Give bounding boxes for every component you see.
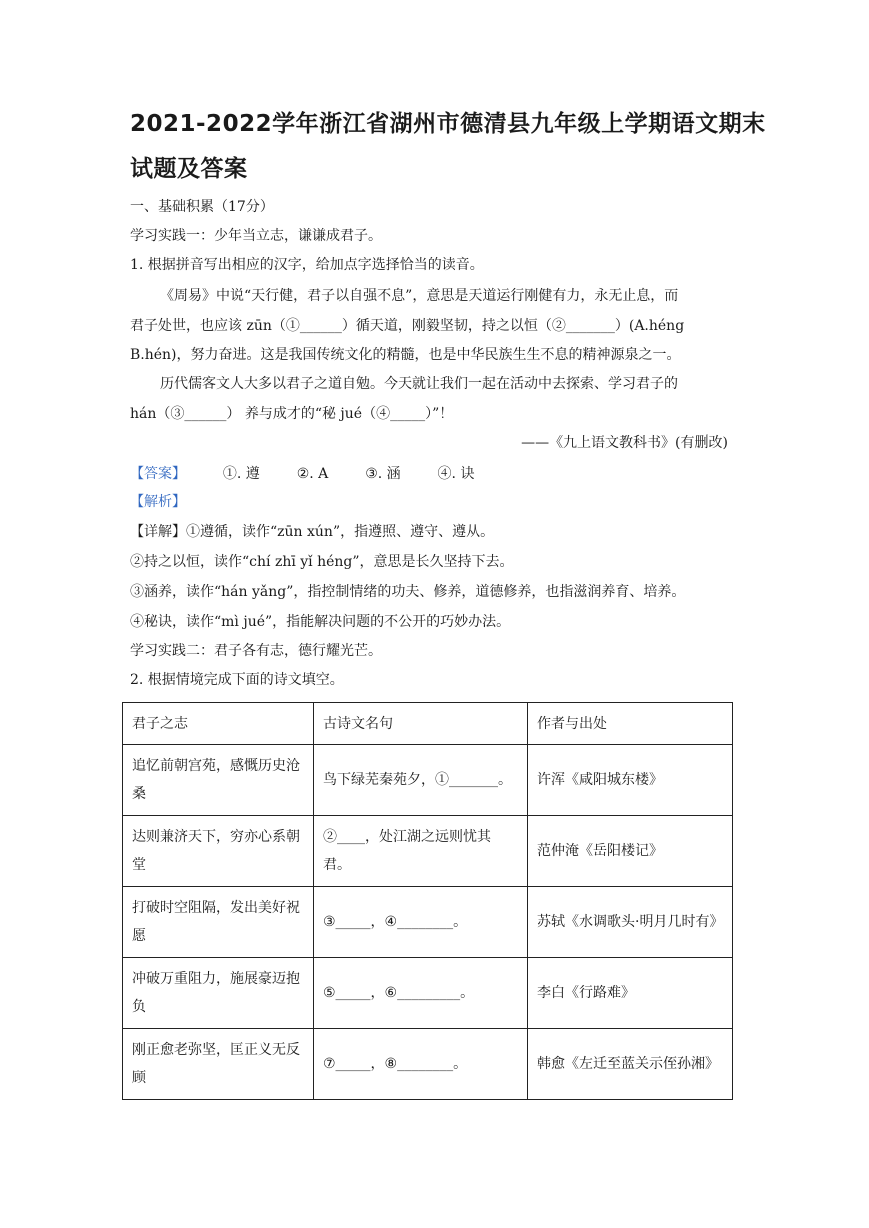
analysis-label: 【解析】 [130,494,186,510]
table-cell: 鸟下绿芜秦苑夕，①_______。 [314,745,528,816]
table-cell: 冲破万重阻力，施展豪迈抱负 [123,958,314,1029]
table-cell: 打破时空阻隔，发出美好祝愿 [123,887,314,958]
answer-row [130,464,474,484]
table-cell: 苏轼《水调歌头·明月几时有》 [528,887,733,958]
table-cell: 刚正愈老弥坚，匡正义无反顾 [123,1029,314,1100]
answer-label: 【答案】 [130,466,186,482]
detail-line: ②持之以恒，读作“chí zhī yǐ héng”，意思是长久坚持下去。 [130,554,514,570]
doc-title-line1: 2021-2022学年浙江省湖州市德清县九年级上学期语文期末 [130,111,766,137]
table-cell: 许浑《咸阳城东楼》 [528,745,733,816]
answer-item: ③. 涵 [365,466,401,482]
table-header: 作者与出处 [528,703,733,745]
table-cell: ③_____，④________。 [314,887,528,958]
table-header: 古诗文名句 [314,703,528,745]
detail-line: 【详解】①遵循，读作“zūn xún”，指遵照、遵守、遵从。 [130,524,495,540]
table-cell: 追忆前朝宫苑，感慨历史沧桑 [123,745,314,816]
answer-item: ④. 诀 [437,466,475,482]
table-row [123,816,733,887]
passage-line: 君子处世，也应该 zūn（①______）循天道，刚毅坚韧，持之以恒（②_______）(A.héng [130,318,685,334]
table-cell: ②____，处江湖之远则忧其君。 [314,816,528,887]
table-cell: ⑤_____，⑥_________。 [314,958,528,1029]
table-row [123,958,733,1029]
passage-line: 历代儒客文人大多以君子之道自勉。今天就让我们一起在活动中去探索、学习君子的 [160,376,678,392]
table-cell: 范仲淹《岳阳楼记》 [528,816,733,887]
table-cell: 韩愈《左迁至蓝关示侄孙湘》 [528,1029,733,1100]
poetry-table [122,702,733,1100]
practice-two: 学习实践二：君子各有志，德行耀光芒。 [130,643,382,659]
table-cell: ⑦_____，⑧________。 [314,1029,528,1100]
passage-line: 《周易》中说“天行健，君子以自强不息”，意思是天道运行刚健有力，永无止息，而 [160,288,679,304]
question-one: 1. 根据拼音写出相应的汉字，给加点字选择恰当的读音。 [130,257,484,273]
table-header: 君子之志 [123,703,314,745]
detail-line: ④秘诀，读作“mì jué”，指能解决问题的不公开的巧妙办法。 [130,614,511,630]
table-header-row [123,703,733,745]
passage-line: hán（③______） 养与成才的“秘 jué（④_____）”！ [130,406,454,422]
doc-title-line2: 试题及答案 [130,156,248,182]
passage-source: ——《九上语文教科书》(有删改) [521,435,728,451]
section-heading: 一、基础积累（17分） [130,199,274,215]
practice-one: 学习实践一：少年当立志，谦谦成君子。 [130,228,382,244]
table-cell: 李白《行路难》 [528,958,733,1029]
answer-item: ①. 遵 [222,466,260,482]
table-cell: 达则兼济天下，穷亦心系朝堂 [123,816,314,887]
table-row [123,745,733,816]
question-two: 2. 根据情境完成下面的诗文填空。 [130,672,344,688]
detail-line: ③涵养，读作“hán yǎng”，指控制情绪的功夫、修养，道德修养，也指滋润养育、培养。 [130,584,686,600]
table-row [123,887,733,958]
answer-item: ②. A [296,466,329,482]
passage-line: B.hén)，努力奋进。这是我国传统文化的精髓，也是中华民族生生不息的精神源泉之一。 [130,347,681,363]
table-row [123,1029,733,1100]
